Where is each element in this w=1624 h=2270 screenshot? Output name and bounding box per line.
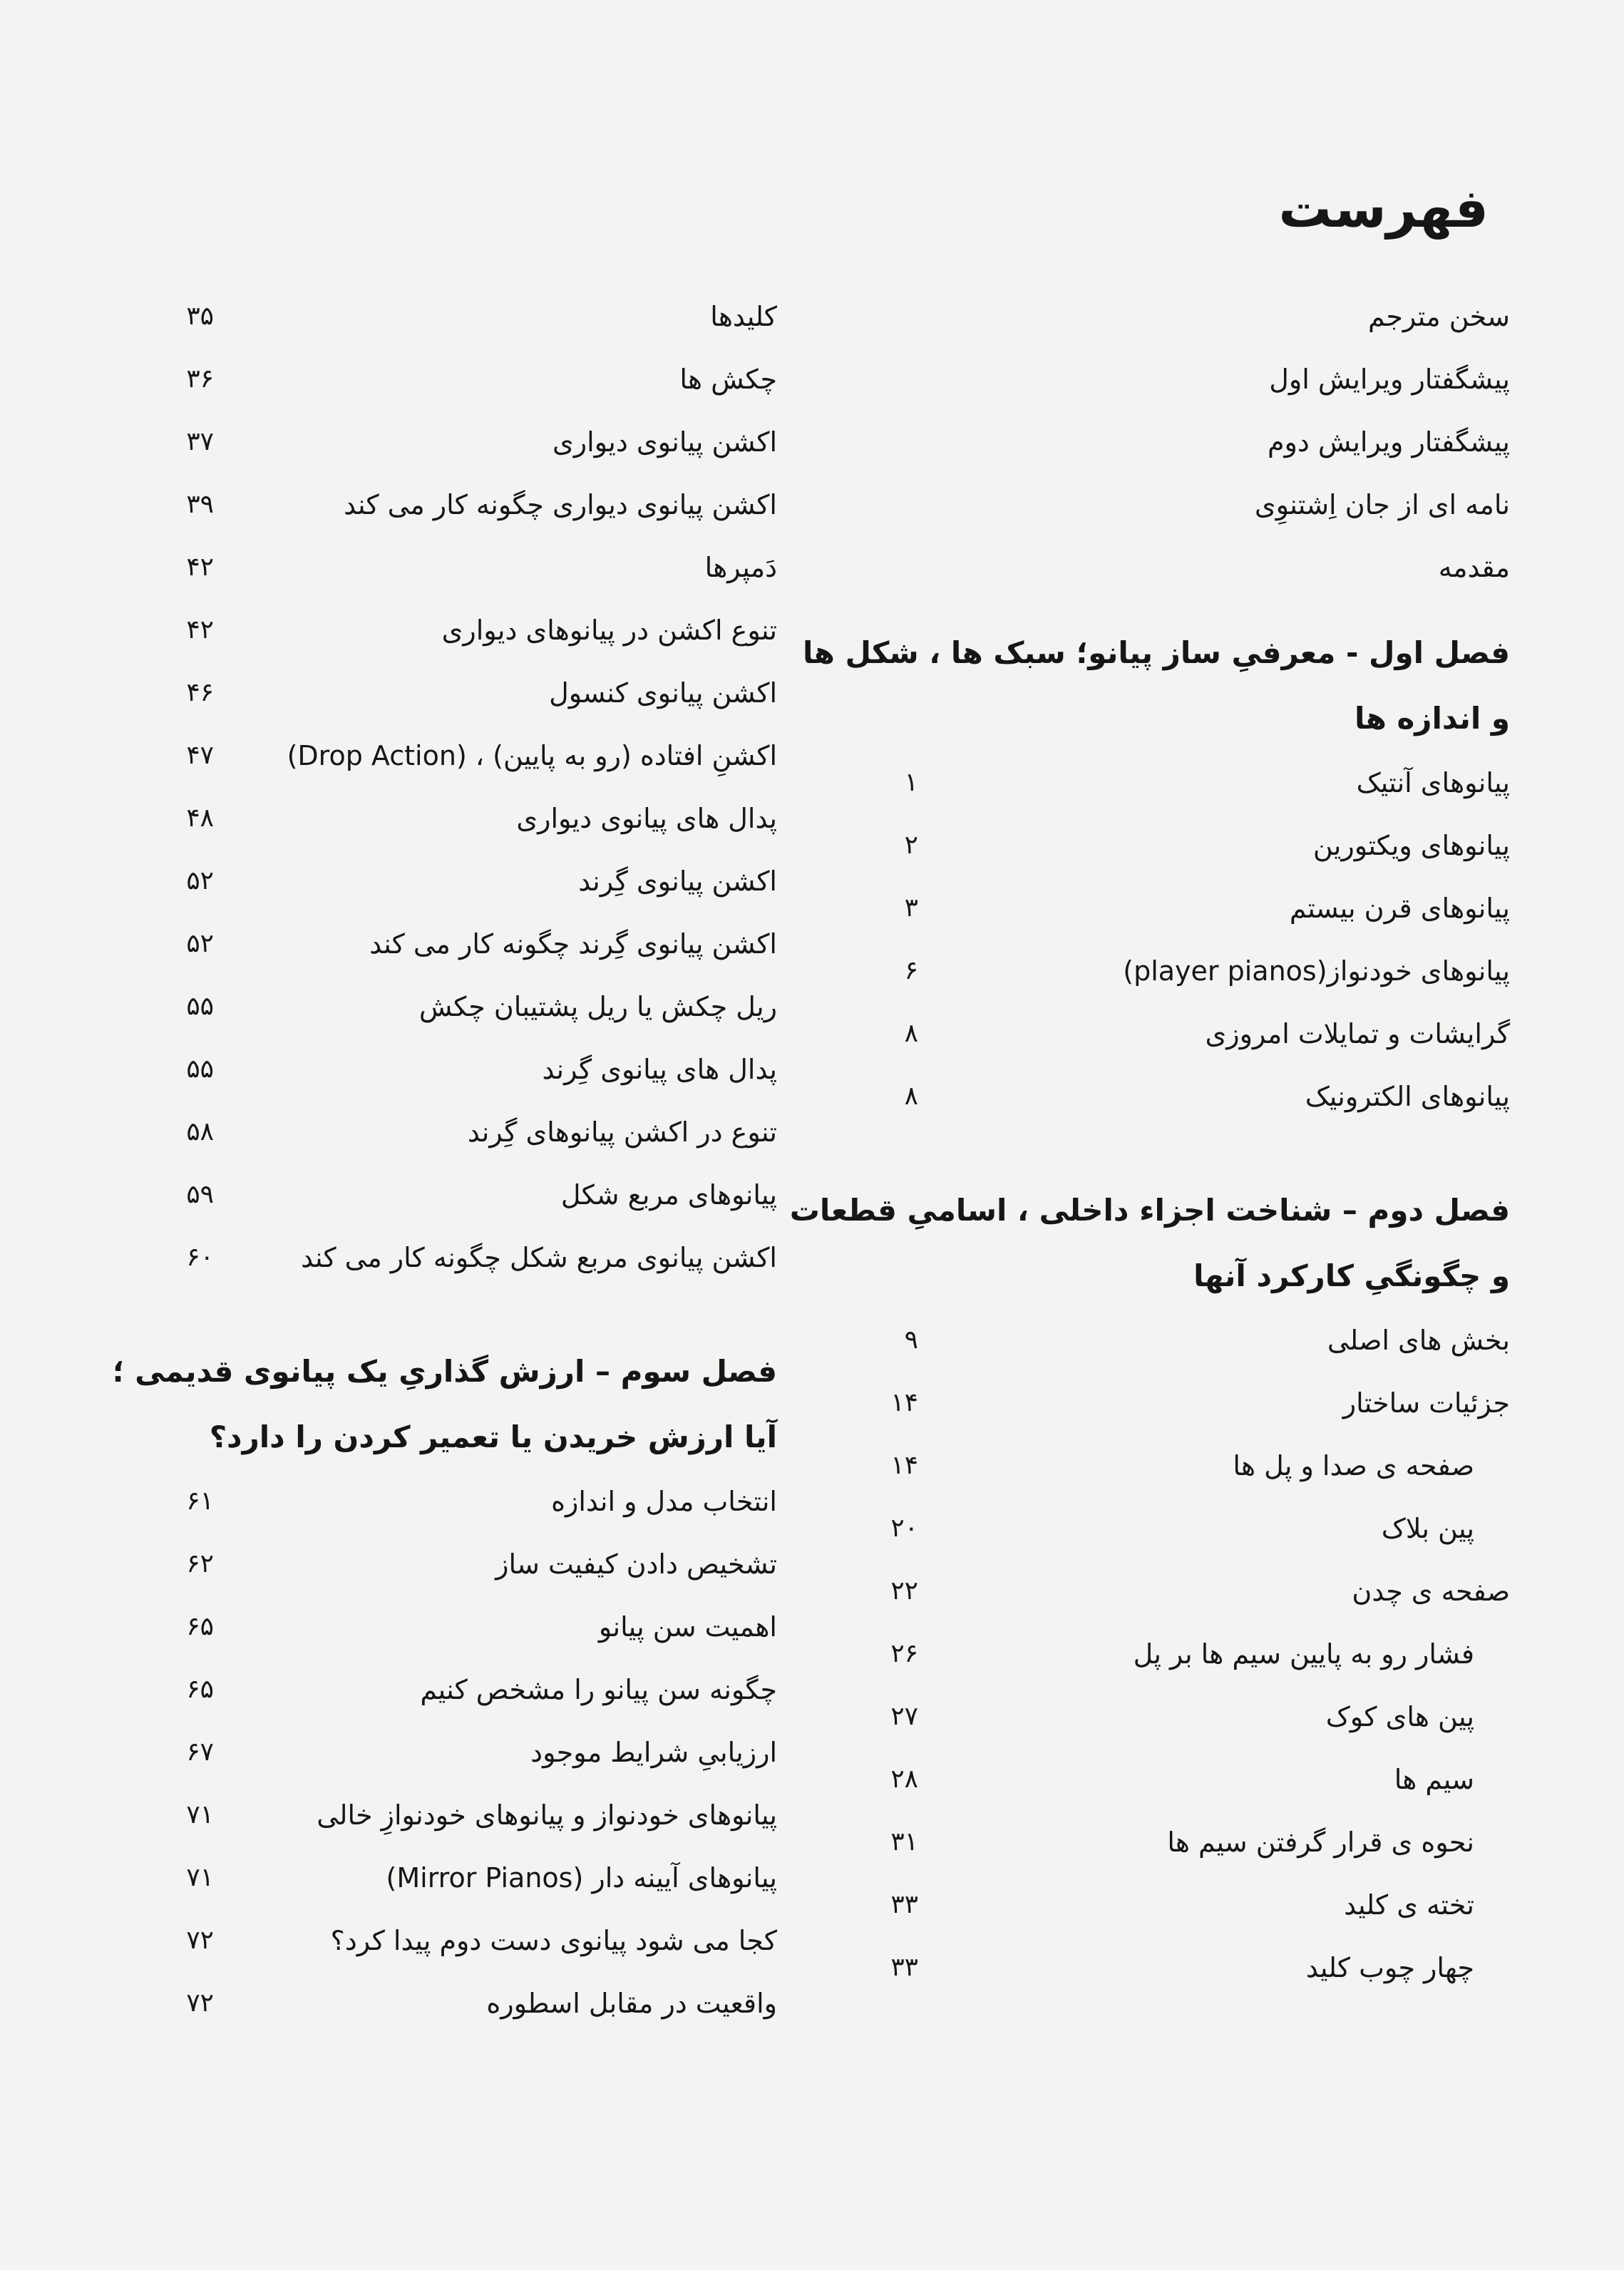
toc-entry-page-number: ۶۱ [186,1486,214,1516]
toc-entry [150,1972,777,2035]
chapter3-heading-line1: فصل سوم – ارزش گذاریِ یک پیانوی قدیمی ؛ [112,1354,777,1389]
toc-entry [150,285,777,348]
toc-entry-title: تنوع اکشن در پیانوهای دیواری [441,615,777,646]
toc-entry-title: پیشگفتار ویرایش دوم [1268,426,1510,458]
toc-entry [150,662,777,724]
toc-entry [797,348,1510,411]
toc-entry-page-number: ۶۲ [186,1549,214,1578]
toc-entry [797,1811,1510,1874]
toc-entry-page-number: ۵۵ [186,1054,214,1084]
toc-entry [797,1497,1510,1560]
toc-entry-title: صفحه ی چدن [1352,1576,1510,1607]
chapter2-heading [789,1178,1510,1309]
toc-entry-title: نحوه ی قرار گرفتن سیم ها [1167,1827,1474,1858]
toc-entry [797,751,1510,814]
toc-entry [150,975,777,1038]
toc-entry-page-number: ۷۲ [186,1988,214,2018]
toc-entry-title: اکشن پیانوی گِرند [578,866,777,897]
toc-entry [150,411,777,473]
chapter3-list [150,1470,777,2035]
toc-entry-title: اکشن پیانوی کنسول [549,677,777,709]
toc-entry-page-number: ۵۲ [186,929,214,958]
toc-entry [797,285,1510,348]
toc-entry [150,724,777,787]
toc-entry-title: واقعیت در مقابل اسطوره [486,1988,777,2019]
toc-entry [797,940,1510,1002]
toc-entry-title: اکشن پیانوی دیواری چگونه کار می کند [344,489,777,520]
toc-entry-title: سخن مترجم [1368,301,1510,332]
chapter3-heading-line2: آیا ارزش خریدن یا تعمیر کردن را دارد؟ [209,1419,777,1454]
toc-entry-title: پیانوهای خودنواز و پیانوهای خودنوازِ خالی [317,1799,777,1831]
toc-entry [797,1002,1510,1065]
intro-list [797,285,1510,599]
toc-entry-page-number: ۶۵ [186,1675,214,1704]
toc-entry-title: اکشنِ افتاده (رو به پایین) ، (Drop Action) [287,740,777,771]
toc-entry [797,1372,1510,1434]
toc-entry-page-number: ۳۷ [186,427,214,456]
toc-entry-page-number: ۲۶ [890,1639,918,1668]
toc-entry-title: چگونه سن پیانو را مشخص کنیم [420,1674,777,1705]
toc-entry-title: اکشن پیانوی گِرند چگونه کار می کند [369,928,777,960]
toc-entry-title: پدال های پیانوی گِرند [542,1054,777,1085]
toc-entry [150,1658,777,1721]
toc-entry [797,1065,1510,1128]
toc-entry-page-number: ۹ [904,1325,918,1355]
toc-entry [150,1164,777,1226]
toc-entry-page-number: ۳۶ [186,364,214,394]
toc-entry-page-number: ۳۱ [890,1827,918,1856]
toc-right-column [789,285,1510,1999]
toc-entry-title: پیانوهای ویکتورین [1312,830,1510,861]
toc-entry-page-number: ۶ [904,956,918,985]
toc-entry-title: بخش های اصلی [1327,1325,1510,1356]
toc-entry-title: کلیدها [710,301,777,332]
toc-entry [150,1038,777,1101]
toc-entry-page-number: ۸ [904,1082,918,1111]
toc-entry-page-number: ۴۶ [186,678,214,707]
toc-entry-page-number: ۵۹ [186,1180,214,1209]
chapter2-continued-list [150,285,777,1289]
chapter1-heading-line1: فصل اول - معرفیِ ساز پیانو؛ سبک ها ، شکل ها [802,635,1510,670]
toc-entry-title: پیشگفتار ویرایش اول [1269,364,1510,395]
toc-entry-page-number: ۱۴ [890,1388,918,1417]
toc-entry-page-number: ۱۴ [890,1451,918,1480]
toc-entry-title: دَمپرها [704,552,777,583]
toc-entry-title: تنوع در اکشن پیانوهای گِرند [467,1116,777,1148]
chapter2-list [797,1309,1510,1999]
toc-entry [797,1685,1510,1748]
toc-entry-page-number: ۸ [904,1019,918,1048]
toc-entry [150,787,777,850]
toc-entry-title: تشخیص دادن کیفیت ساز [495,1549,777,1580]
toc-entry-title: پیانوهای الکترونیک [1305,1081,1510,1112]
toc-entry [797,1434,1510,1497]
toc-entry-page-number: ۲۲ [890,1576,918,1606]
toc-entry-title: جزئیات ساختار [1342,1387,1510,1419]
toc-entry-title: اکشن پیانوی مربع شکل چگونه کار می کند [301,1242,777,1273]
toc-entry-title: پدال های پیانوی دیواری [516,803,777,834]
toc-entry-title: پین های کوک [1325,1701,1474,1732]
toc-entry-page-number: ۵۸ [186,1117,214,1146]
toc-entry [150,1847,777,1909]
page-title: فهرست [1278,178,1489,240]
toc-entry [150,850,777,913]
toc-entry-title: پیانوهای آنتیک [1356,767,1510,798]
toc-entry-title: پیانوهای خودنواز(player pianos) [1123,955,1510,987]
chapter1-list [797,751,1510,1128]
toc-entry-page-number: ۳۵ [186,302,214,331]
toc-entry-title: انتخاب مدل و اندازه [551,1486,777,1517]
toc-entry [797,411,1510,473]
toc-entry [150,536,777,599]
toc-entry-title: صفحه ی صدا و پل ها [1233,1450,1474,1481]
toc-entry-page-number: ۲۸ [890,1765,918,1794]
toc-entry [797,1936,1510,1999]
toc-entry-title: فشار رو به پایین سیم ها بر پل [1133,1638,1474,1670]
toc-entry [797,1623,1510,1685]
toc-entry [797,1309,1510,1372]
toc-entry-page-number: ۴۲ [186,553,214,582]
chapter3-heading [112,1339,777,1470]
toc-entry [150,1784,777,1847]
toc-entry-title: اهمیت سن پیانو [598,1611,777,1643]
toc-entry [150,599,777,662]
toc-entry [150,1596,777,1658]
toc-entry-title: مقدمه [1438,552,1510,583]
toc-entry [797,473,1510,536]
toc-entry [150,1226,777,1289]
toc-entry [797,536,1510,599]
toc-entry [150,913,777,975]
toc-entry-page-number: ۲ [904,831,918,860]
toc-entry-page-number: ۴۷ [186,741,214,770]
toc-entry [797,1748,1510,1811]
toc-entry-page-number: ۵۲ [186,866,214,895]
toc-entry-title: سیم ها [1394,1764,1474,1795]
toc-entry [150,1470,777,1533]
toc-entry-page-number: ۲۷ [890,1702,918,1731]
chapter1-heading [797,620,1510,751]
toc-entry-title: پیانوهای آیینه دار (Mirror Pianos) [386,1862,777,1894]
toc-entry [150,1101,777,1164]
toc-entry [797,877,1510,940]
toc-entry-page-number: ۶۰ [186,1243,214,1272]
toc-entry-title: چهار چوب کلید [1305,1952,1474,1983]
toc-entry-title: گرایشات و تمایلات امروزی [1205,1018,1510,1049]
toc-entry-page-number: ۶۵ [186,1612,214,1641]
toc-left-column [112,285,777,2035]
toc-entry-page-number: ۳۹ [186,490,214,519]
toc-entry-page-number: ۷۱ [186,1863,214,1892]
toc-entry-page-number: ۴۸ [186,803,214,833]
toc-entry-page-number: ۳۳ [890,1890,918,1919]
toc-entry-title: پیانوهای قرن بیستم [1289,893,1510,924]
toc-entry [150,1909,777,1972]
toc-entry-page-number: ۷۲ [186,1926,214,1955]
toc-entry-page-number: ۵۵ [186,992,214,1021]
toc-entry-page-number: ۴۲ [186,615,214,644]
toc-entry-title: کجا می شود پیانوی دست دوم پیدا کرد؟ [330,1925,777,1956]
toc-entry-page-number: ۳ [904,893,918,923]
chapter2-heading-line2: و چگونگیِ کارکرد آنها [1193,1258,1510,1293]
toc-entry-title: چکش ها [679,364,777,395]
toc-entry [150,1721,777,1784]
toc-entry [797,1874,1510,1936]
toc-entry-title: تخته ی کلید [1344,1889,1474,1921]
toc-entry-title: ریل چکش یا ریل پشتیبان چکش [418,991,777,1022]
chapter1-heading-line2: و اندازه ها [1354,701,1510,736]
toc-entry-title: ارزیابیِ شرایط موجود [530,1737,777,1768]
toc-entry-title: نامه ای از جان اِشتنوِی [1254,489,1510,520]
toc-entry [150,1533,777,1596]
toc-entry-page-number: ۱ [904,768,918,797]
toc-entry [150,473,777,536]
toc-entry-page-number: ۷۱ [186,1800,214,1829]
toc-entry-page-number: ۲۰ [890,1514,918,1543]
toc-entry-title: پین بلاک [1381,1513,1474,1544]
toc-entry [150,348,777,411]
toc-entry-title: پیانوهای مربع شکل [560,1179,777,1211]
toc-entry-title: اکشن پیانوی دیواری [553,426,777,458]
toc-entry [797,814,1510,877]
toc-entry-page-number: ۶۷ [186,1737,214,1767]
chapter2-heading-line1: فصل دوم – شناخت اجزاء داخلی ، اسامیِ قطعات [789,1193,1510,1228]
toc-entry-page-number: ۳۳ [890,1953,918,1982]
toc-entry [797,1560,1510,1623]
